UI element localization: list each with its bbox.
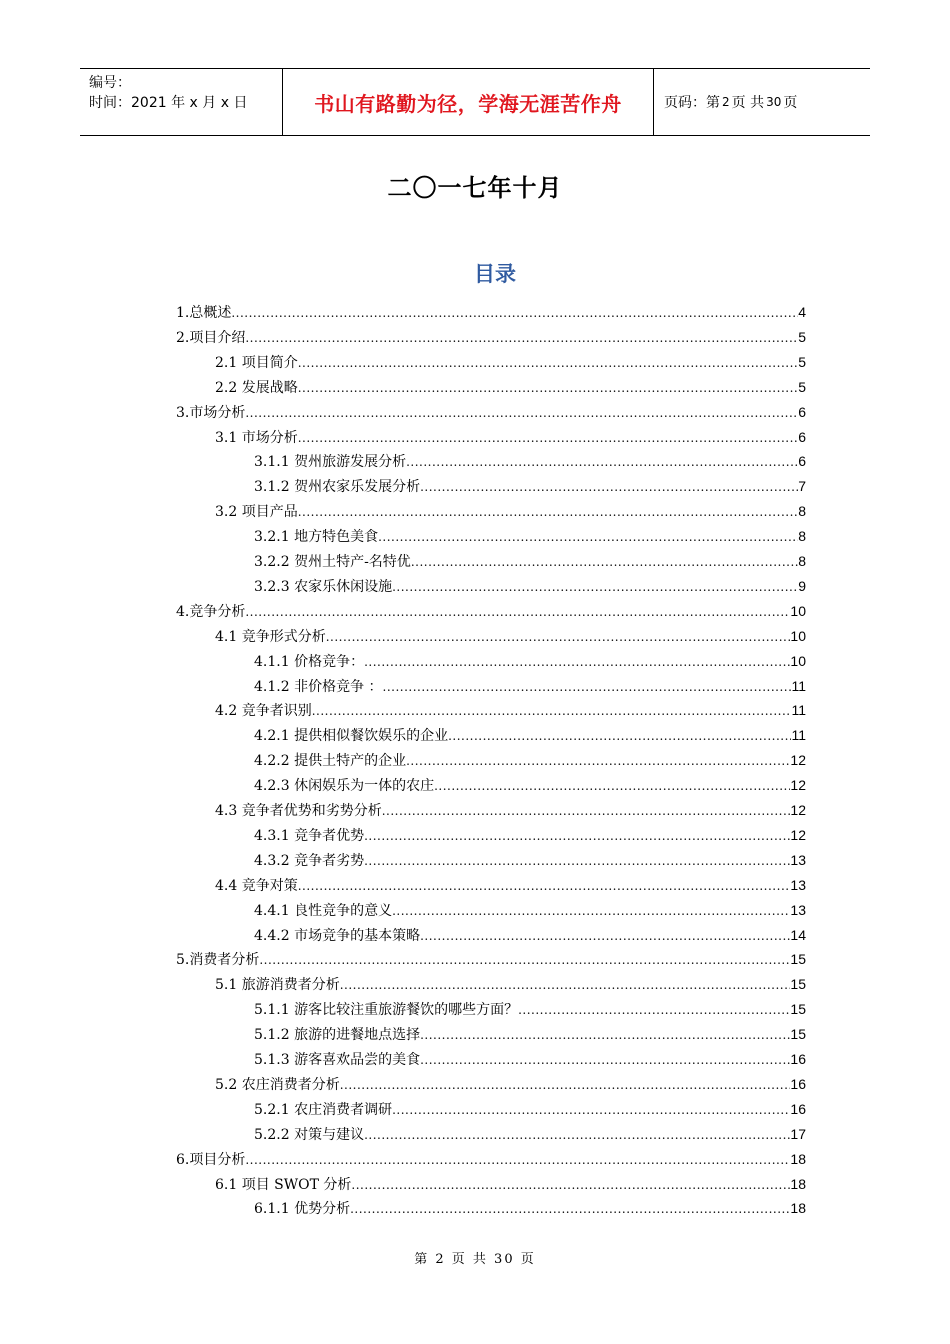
toc-leader-dots (298, 501, 798, 523)
toc-item[interactable] (215, 500, 806, 522)
toc-item-page: 6 (798, 453, 806, 470)
toc-leader-dots (406, 750, 790, 772)
toc-leader-dots (298, 427, 798, 449)
toc-leader-dots (340, 974, 791, 996)
toc-leader-dots (231, 302, 798, 324)
toc-item[interactable] (254, 1098, 806, 1120)
toc-item-label: 1.总概述 (176, 305, 232, 321)
toc-item[interactable] (215, 426, 806, 448)
toc-item-page: 9 (798, 577, 806, 594)
toc-item-label: 4.1.2 非价格竞争 ： (254, 678, 383, 695)
toc-item[interactable] (176, 401, 806, 423)
toc-item-page: 5 (798, 378, 806, 395)
toc-item[interactable] (176, 326, 806, 348)
toc-leader-dots (378, 526, 798, 548)
toc-item-label: 5.消费者分析 (176, 952, 260, 969)
toc-item-page: 18 (790, 1150, 806, 1167)
toc-item[interactable] (254, 749, 806, 771)
toc-leader-dots (364, 825, 790, 847)
toc-item-page: 11 (791, 677, 806, 694)
toc-item-label: 2.2 发展战略 (215, 379, 298, 396)
toc-leader-dots (420, 1024, 790, 1046)
toc-item-label: 2.1 项目简介 (215, 354, 298, 371)
toc-item-page: 11 (791, 727, 806, 744)
toc-item-page: 15 (790, 976, 806, 993)
time-text: 时间：2021 年 x 月 x 日 (89, 95, 248, 111)
toc-item[interactable] (215, 874, 806, 896)
toc-item-page: 12 (790, 777, 806, 794)
toc-leader-dots (245, 402, 798, 424)
toc-item-page: 4 (798, 304, 806, 320)
toc-leader-dots (340, 1074, 791, 1096)
toc-item[interactable] (215, 625, 806, 647)
toc-item[interactable] (254, 675, 806, 697)
page-suffix: 页 (783, 95, 798, 111)
toc-item[interactable] (215, 973, 806, 995)
toc-leader-dots (420, 925, 790, 947)
toc-item[interactable] (254, 575, 806, 597)
toc-leader-dots (364, 1124, 790, 1146)
toc-item-label: 6.项目分析 (176, 1151, 246, 1168)
toc-item-label: 6.1.1 优势分析 (254, 1201, 351, 1218)
page-prefix: 页码：第 (664, 95, 720, 111)
toc-item[interactable] (215, 699, 806, 721)
toc-item-label: 5.1.2 旅游的进餐地点选择 (254, 1027, 421, 1044)
toc-item[interactable] (254, 774, 806, 796)
toc-item[interactable] (254, 550, 806, 572)
toc-leader-dots (350, 1198, 790, 1220)
toc-title: 目录 (474, 262, 516, 286)
toc-leader-dots (298, 352, 798, 374)
toc-item[interactable] (254, 1123, 806, 1145)
toc-item-page: 10 (790, 652, 806, 669)
toc-leader-dots (351, 1174, 790, 1196)
toc-leader-dots (326, 626, 791, 648)
toc-item-page: 10 (790, 627, 806, 644)
toc-item-page: 16 (790, 1051, 806, 1067)
toc-item-label: 4.1 竞争形式分析 (215, 628, 326, 645)
toc-item-label: 6.1 项目 SWOT 分析 (215, 1176, 352, 1193)
toc-leader-dots (298, 377, 798, 399)
toc-item-page: 15 (790, 951, 806, 968)
toc-item-label: 5.1.1 游客比较注重旅游餐饮的哪些方面？ (254, 1002, 519, 1019)
page-mid: 页 共 (731, 95, 765, 111)
toc-item-label: 5.2.2 对策与建议 (254, 1126, 365, 1143)
toc-item-label: 2.项目介绍 (176, 329, 246, 346)
toc-item-label: 4.2.2 提供土特产的企业 (254, 753, 407, 770)
toc-item-label: 5.2 农庄消费者分析 (215, 1076, 340, 1093)
toc-item[interactable] (215, 1073, 806, 1095)
toc-leader-dots (392, 576, 798, 598)
toc-leader-dots (364, 651, 790, 673)
toc-leader-dots (312, 700, 792, 722)
toc-item-label: 3.2.1 地方特色美食 (254, 529, 379, 546)
toc-leader-dots (420, 476, 798, 498)
toc-item[interactable] (215, 351, 806, 373)
toc-item-page: 10 (790, 602, 806, 619)
toc-item[interactable] (254, 450, 806, 472)
toc-item[interactable] (254, 998, 806, 1020)
toc-leader-dots (518, 999, 790, 1021)
toc-item-page: 15 (790, 1001, 806, 1018)
toc-item-label: 3.1.2 贺州农家乐发展分析 (254, 479, 421, 496)
toc-item[interactable] (254, 1048, 806, 1070)
toc-item-page: 13 (790, 851, 806, 868)
toc-item-label: 3.2.2 贺州土特产-名特优 (254, 554, 411, 570)
toc-item[interactable] (254, 650, 806, 672)
toc-item-label: 4.4 竞争对策 (215, 877, 298, 894)
toc-item[interactable] (176, 600, 806, 622)
toc-leader-dots (406, 451, 798, 473)
toc-item-page: 18 (790, 1175, 806, 1192)
toc-item-label: 5.2.1 农庄消费者调研 (254, 1101, 393, 1118)
toc-item-page: 8 (798, 528, 806, 545)
toc-item-page: 16 (790, 1075, 806, 1092)
toc-item-label: 4.4.2 市场竞争的基本策略 (254, 927, 421, 944)
toc-leader-dots (411, 551, 798, 573)
toc-leader-dots (392, 900, 790, 922)
toc-item-page: 17 (790, 1125, 806, 1142)
toc-item[interactable] (254, 525, 806, 547)
toc-item-page: 15 (790, 1026, 806, 1043)
toc-item-page: 11 (791, 702, 806, 719)
toc-item-page: 5 (798, 328, 806, 345)
toc-leader-dots (383, 676, 792, 698)
toc-item[interactable] (254, 1197, 806, 1219)
toc-item-label: 4.2 竞争者识别 (215, 703, 312, 720)
toc-item-label: 3.1 市场分析 (215, 429, 298, 446)
toc-item-page: 18 (790, 1200, 806, 1217)
header-motto: 书山有路勤为径，学海无涯苦作舟 (282, 69, 654, 135)
toc-item-label: 5.1.3 游客喜欢品尝的美食 (254, 1052, 421, 1068)
serial-label: 编号： (89, 75, 131, 91)
toc-leader-dots (298, 875, 791, 897)
toc-item-page: 13 (790, 876, 806, 893)
toc-item-page: 8 (798, 503, 806, 520)
toc-item-label: 4.3.1 竞争者优势 (254, 827, 365, 844)
toc-item-page: 12 (790, 752, 806, 769)
toc-item-label: 4.4.1 良性竞争的意义 (254, 902, 393, 919)
toc-item-page: 16 (790, 1100, 806, 1117)
page-number: 2 (722, 95, 730, 109)
toc-item-label: 4.2.1 提供相似餐饮娱乐的企业 (254, 728, 449, 745)
toc-item[interactable] (215, 1173, 806, 1195)
toc-item-page: 13 (790, 901, 806, 918)
toc-item-label: 3.市场分析 (176, 404, 246, 421)
toc-leader-dots (434, 775, 790, 797)
header-meta (80, 69, 282, 135)
toc-leader-dots (245, 1149, 790, 1171)
toc-item-page: 12 (790, 826, 806, 843)
page-header (80, 68, 870, 136)
toc-item-label: 4.2.3 休闲娱乐为一体的农庄 (254, 778, 435, 795)
toc-item[interactable] (215, 799, 806, 821)
toc-item[interactable] (254, 724, 806, 746)
toc-item[interactable] (176, 948, 806, 970)
toc-item-label: 3.2.3 农家乐休闲设施 (254, 578, 393, 595)
toc-item[interactable] (254, 849, 806, 871)
toc-item-label: 4.1.1 价格竞争： (254, 653, 365, 670)
toc-leader-dots (392, 1099, 790, 1121)
header-page-info (654, 69, 870, 135)
toc-item[interactable] (254, 924, 806, 946)
toc-item-page: 6 (798, 403, 806, 420)
date-title: 二〇一七年十月 (387, 174, 563, 202)
toc-item-page: 5 (798, 353, 806, 370)
toc-item[interactable] (215, 376, 806, 398)
toc-item[interactable] (176, 1148, 806, 1170)
toc-leader-dots (364, 850, 790, 872)
toc-leader-dots (420, 1049, 790, 1071)
toc-item[interactable] (254, 899, 806, 921)
toc-leader-dots (448, 725, 791, 747)
page-footer: 第 2 页 共 30 页 (414, 1252, 536, 1267)
toc-item-page: 8 (798, 553, 806, 569)
toc-item[interactable] (254, 1023, 806, 1045)
toc-leader-dots (245, 601, 790, 623)
toc-item-label: 3.2 项目产品 (215, 504, 298, 521)
toc-item-page: 14 (790, 926, 806, 943)
toc-item-page: 12 (790, 802, 806, 818)
toc-item[interactable] (254, 824, 806, 846)
toc-item-page: 7 (798, 478, 806, 495)
toc-leader-dots (382, 800, 791, 822)
toc-item-label: 3.1.1 贺州旅游发展分析 (254, 454, 407, 471)
toc-leader-dots (245, 327, 798, 349)
toc-item-label: 4.3.2 竞争者劣势 (254, 852, 365, 869)
toc-item-label: 4.竞争分析 (176, 603, 246, 620)
toc-item[interactable] (254, 475, 806, 497)
toc-leader-dots (259, 949, 790, 971)
page-total: 30 (766, 95, 782, 109)
toc-item-label: 4.3 竞争者优势和劣势分析 (215, 803, 382, 819)
toc-item-label: 5.1 旅游消费者分析 (215, 977, 340, 994)
toc-item[interactable] (176, 301, 806, 323)
toc-item-page: 6 (798, 428, 806, 445)
